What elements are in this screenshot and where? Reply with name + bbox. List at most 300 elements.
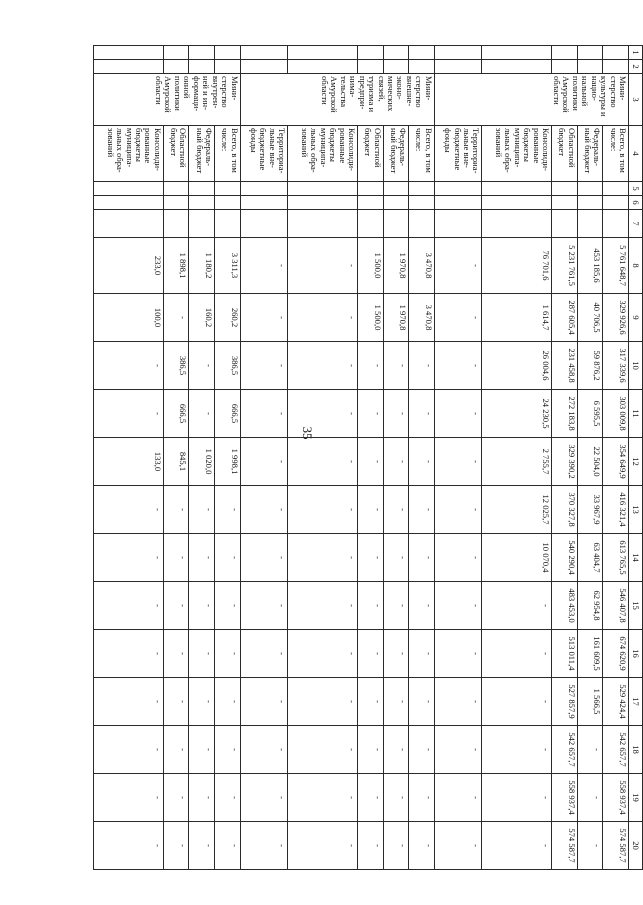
col2-cell	[577, 60, 603, 74]
value-cell: 76 701,6	[482, 238, 552, 294]
col1-cell	[358, 46, 384, 60]
value-cell: -	[358, 390, 384, 438]
value-cell: -	[189, 822, 215, 870]
value-cell: -	[240, 726, 288, 774]
value-cell: 161 609,5	[577, 630, 603, 678]
col5-cell	[358, 182, 384, 196]
col2-cell	[603, 60, 629, 74]
value-cell: -	[163, 774, 189, 822]
value-cell: -	[358, 534, 384, 582]
value-cell: -	[215, 486, 241, 534]
col7-cell	[358, 210, 384, 238]
table-body	[94, 46, 629, 870]
value-cell: -	[383, 534, 409, 582]
source-label-cell: Территориа- льные вне- бюджетные фонды	[240, 126, 288, 182]
value-cell: -	[288, 294, 358, 342]
col5-cell	[577, 182, 603, 196]
value-cell: 5 231 761,5	[552, 238, 578, 294]
col7-cell	[215, 210, 241, 238]
value-cell: 3 470,8	[409, 294, 435, 342]
value-cell: -	[215, 822, 241, 870]
value-cell: 1 500,0	[358, 238, 384, 294]
value-cell: 453 185,6	[577, 238, 603, 294]
col2-cell	[240, 60, 288, 74]
value-cell: -	[288, 582, 358, 630]
col5-cell	[288, 182, 358, 196]
value-cell: -	[163, 486, 189, 534]
value-cell: 329 390,2	[552, 438, 578, 486]
value-cell: -	[482, 630, 552, 678]
value-cell: -	[434, 342, 482, 390]
col6-cell	[288, 196, 358, 210]
value-cell: -	[409, 678, 435, 726]
column-number: 1	[629, 46, 643, 60]
value-cell: 540 290,4	[552, 534, 578, 582]
value-cell: 1 898,1	[163, 238, 189, 294]
value-cell: 22 504,0	[577, 438, 603, 486]
column-number: 5	[629, 182, 643, 196]
col6-cell	[482, 196, 552, 210]
column-number: 18	[629, 726, 643, 774]
source-label-cell: Всего, в том числе:	[409, 126, 435, 182]
value-cell: 59 876,2	[577, 342, 603, 390]
col6-cell	[409, 196, 435, 210]
value-cell: -	[482, 774, 552, 822]
value-cell: -	[383, 342, 409, 390]
value-cell: 666,5	[163, 390, 189, 438]
value-cell: -	[383, 486, 409, 534]
value-cell: -	[383, 582, 409, 630]
value-cell: 386,5	[163, 342, 189, 390]
value-cell: 303 009,8	[603, 390, 629, 438]
table-row	[215, 46, 241, 870]
value-cell: 33 967,9	[577, 486, 603, 534]
col2-cell	[482, 60, 552, 74]
table-row	[409, 46, 435, 870]
budget-table-rotated	[93, 45, 643, 865]
value-cell: 160,2	[189, 294, 215, 342]
value-cell: -	[358, 678, 384, 726]
value-cell: 24 230,5	[482, 390, 552, 438]
col2-cell	[434, 60, 482, 74]
value-cell: 416 321,4	[603, 486, 629, 534]
col6-cell	[552, 196, 578, 210]
value-cell: -	[240, 342, 288, 390]
value-cell: -	[409, 486, 435, 534]
value-cell: -	[409, 342, 435, 390]
col1-cell	[409, 46, 435, 60]
value-cell: -	[94, 342, 164, 390]
value-cell: -	[358, 822, 384, 870]
value-cell: 1 998,1	[215, 438, 241, 486]
value-cell: -	[215, 678, 241, 726]
value-cell: -	[358, 774, 384, 822]
value-cell: -	[358, 342, 384, 390]
value-cell: 542 657,7	[552, 726, 578, 774]
source-label-cell: Всего, в том числе:	[215, 126, 241, 182]
value-cell: -	[94, 726, 164, 774]
column-number: 3	[629, 74, 643, 126]
value-cell: -	[163, 822, 189, 870]
col5-cell	[94, 182, 164, 196]
source-label-cell: Консолиди- рованные бюджеты муниципа- льных обра- зований	[482, 126, 552, 182]
column-number: 14	[629, 534, 643, 582]
column-number: 8	[629, 238, 643, 294]
col1-cell	[552, 46, 578, 60]
value-cell: -	[240, 774, 288, 822]
value-cell: -	[434, 582, 482, 630]
value-cell: 1 614,7	[482, 294, 552, 342]
value-cell: -	[288, 342, 358, 390]
value-cell: -	[94, 582, 164, 630]
value-cell: -	[215, 726, 241, 774]
col2-cell	[552, 60, 578, 74]
col2-cell	[189, 60, 215, 74]
col6-cell	[163, 196, 189, 210]
executor-cell: Мини- стерство культуры и нацио- нальной политики Амурской области	[434, 74, 628, 126]
value-cell: 100,0	[94, 294, 164, 342]
value-cell: -	[189, 486, 215, 534]
col5-cell	[552, 182, 578, 196]
value-cell: 674 620,9	[603, 630, 629, 678]
value-cell: -	[482, 582, 552, 630]
value-cell: 527 857,9	[552, 678, 578, 726]
value-cell: 329 926,6	[603, 294, 629, 342]
value-cell: 542 657,7	[603, 726, 629, 774]
value-cell: 558 937,4	[603, 774, 629, 822]
value-cell: 233,0	[94, 238, 164, 294]
value-cell: -	[94, 822, 164, 870]
col6-cell	[240, 196, 288, 210]
column-number: 2	[629, 60, 643, 74]
value-cell: -	[383, 630, 409, 678]
table-row	[603, 46, 629, 870]
col2-cell	[215, 60, 241, 74]
value-cell: 1 566,5	[577, 678, 603, 726]
col1-cell	[603, 46, 629, 60]
value-cell: -	[383, 390, 409, 438]
source-label-cell: Федераль- ный бюджет	[189, 126, 215, 182]
col1-cell	[189, 46, 215, 60]
value-cell: -	[163, 726, 189, 774]
value-cell: 354 649,9	[603, 438, 629, 486]
col1-cell	[434, 46, 482, 60]
value-cell: 231 458,8	[552, 342, 578, 390]
value-cell: -	[215, 534, 241, 582]
source-label-cell: Областной бюджет	[163, 126, 189, 182]
table-row	[163, 46, 189, 870]
col5-cell	[603, 182, 629, 196]
value-cell: 386,5	[215, 342, 241, 390]
value-cell: -	[434, 390, 482, 438]
value-cell: -	[409, 582, 435, 630]
col6-cell	[189, 196, 215, 210]
source-label-cell: Территориа- льные вне- бюджетные фонды	[434, 126, 482, 182]
value-cell: -	[383, 678, 409, 726]
col2-cell	[94, 60, 164, 74]
col5-cell	[409, 182, 435, 196]
value-cell: -	[189, 534, 215, 582]
col6-cell	[383, 196, 409, 210]
column-number: 15	[629, 582, 643, 630]
budget-table	[93, 45, 643, 870]
col7-cell	[409, 210, 435, 238]
value-cell: 613 765,5	[603, 534, 629, 582]
col7-cell	[482, 210, 552, 238]
col7-cell	[163, 210, 189, 238]
col6-cell	[215, 196, 241, 210]
table-row	[552, 46, 578, 870]
value-cell: -	[409, 534, 435, 582]
value-cell: -	[189, 774, 215, 822]
value-cell: -	[240, 630, 288, 678]
value-cell: -	[94, 534, 164, 582]
value-cell: -	[240, 438, 288, 486]
value-cell: 3 470,8	[409, 238, 435, 294]
value-cell: -	[215, 774, 241, 822]
value-cell: -	[434, 486, 482, 534]
column-number: 4	[629, 126, 643, 182]
value-cell: -	[163, 294, 189, 342]
value-cell: 260,2	[215, 294, 241, 342]
value-cell: -	[409, 390, 435, 438]
col7-cell	[577, 210, 603, 238]
value-cell: -	[434, 238, 482, 294]
table-row	[577, 46, 603, 870]
value-cell: -	[163, 630, 189, 678]
column-number: 19	[629, 774, 643, 822]
value-cell: -	[240, 822, 288, 870]
budget-table-container	[93, 45, 643, 865]
value-cell: 1 020,0	[189, 438, 215, 486]
value-cell: 12 025,7	[482, 486, 552, 534]
value-cell: 63 404,7	[577, 534, 603, 582]
value-cell: -	[383, 726, 409, 774]
value-cell: -	[240, 238, 288, 294]
value-cell: -	[288, 630, 358, 678]
table-row	[189, 46, 215, 870]
value-cell: 574 587,7	[552, 822, 578, 870]
col5-cell	[163, 182, 189, 196]
col5-cell	[434, 182, 482, 196]
value-cell: -	[288, 726, 358, 774]
value-cell: -	[383, 774, 409, 822]
value-cell: -	[163, 582, 189, 630]
source-label-cell: Всего, в том числе:	[603, 126, 629, 182]
value-cell: -	[358, 726, 384, 774]
executor-cell: Мини- стерство внешне- эконо- мических связей, туризма и предпри- нима- тельства Амурской области	[240, 74, 434, 126]
value-cell: -	[577, 774, 603, 822]
value-cell: -	[577, 726, 603, 774]
col7-cell	[288, 210, 358, 238]
col5-cell	[240, 182, 288, 196]
value-cell: -	[240, 294, 288, 342]
value-cell: -	[189, 678, 215, 726]
col2-cell	[409, 60, 435, 74]
value-cell: -	[577, 822, 603, 870]
col7-cell	[383, 210, 409, 238]
table-row	[94, 46, 164, 870]
col1-cell	[163, 46, 189, 60]
col7-cell	[434, 210, 482, 238]
value-cell: -	[482, 678, 552, 726]
value-cell: 529 424,4	[603, 678, 629, 726]
value-cell: -	[288, 390, 358, 438]
table-row	[288, 46, 358, 870]
value-cell: -	[94, 678, 164, 726]
col5-cell	[215, 182, 241, 196]
value-cell: -	[94, 774, 164, 822]
col7-cell	[94, 210, 164, 238]
value-cell: -	[189, 630, 215, 678]
col1-cell	[383, 46, 409, 60]
col1-cell	[94, 46, 164, 60]
value-cell: -	[215, 630, 241, 678]
value-cell: -	[409, 726, 435, 774]
value-cell: 1 970,8	[383, 294, 409, 342]
value-cell: -	[358, 630, 384, 678]
value-cell: -	[189, 582, 215, 630]
column-number: 16	[629, 630, 643, 678]
col5-cell	[383, 182, 409, 196]
table-row	[434, 46, 482, 870]
source-label-cell: Консолиди- рованные бюджеты муниципа- льных обра- зований	[288, 126, 358, 182]
column-number: 7	[629, 210, 643, 238]
value-cell: -	[482, 726, 552, 774]
source-label-cell: Областной бюджет	[358, 126, 384, 182]
value-cell: -	[482, 822, 552, 870]
value-cell: -	[383, 822, 409, 870]
col1-cell	[577, 46, 603, 60]
col7-cell	[603, 210, 629, 238]
value-cell: -	[163, 534, 189, 582]
col2-cell	[358, 60, 384, 74]
value-cell: -	[288, 238, 358, 294]
value-cell: -	[189, 726, 215, 774]
value-cell: -	[409, 630, 435, 678]
col7-cell	[189, 210, 215, 238]
value-cell: -	[240, 486, 288, 534]
col2-cell	[288, 60, 358, 74]
value-cell: 10 070,4	[482, 534, 552, 582]
column-number: 9	[629, 294, 643, 342]
source-label-cell: Областной бюджет	[552, 126, 578, 182]
column-number: 12	[629, 438, 643, 486]
col5-cell	[189, 182, 215, 196]
value-cell: -	[240, 678, 288, 726]
source-label-cell: Федераль- ный бюджет	[577, 126, 603, 182]
table-row	[358, 46, 384, 870]
value-cell: -	[240, 582, 288, 630]
value-cell: -	[288, 534, 358, 582]
col1-cell	[240, 46, 288, 60]
value-cell: 513 011,4	[552, 630, 578, 678]
value-cell: 26 004,6	[482, 342, 552, 390]
value-cell: -	[358, 438, 384, 486]
value-cell: -	[288, 486, 358, 534]
source-label-cell: Консолиди- рованные бюджеты муниципа- льных обра- зований	[94, 126, 164, 182]
value-cell: -	[358, 582, 384, 630]
col6-cell	[94, 196, 164, 210]
value-cell: 5 761 648,7	[603, 238, 629, 294]
value-cell: 558 937,4	[552, 774, 578, 822]
value-cell: 317 339,6	[603, 342, 629, 390]
value-cell: -	[434, 774, 482, 822]
value-cell: -	[94, 486, 164, 534]
value-cell: -	[434, 294, 482, 342]
value-cell: 272 183,8	[552, 390, 578, 438]
column-number: 20	[629, 822, 643, 870]
value-cell: -	[288, 774, 358, 822]
value-cell: -	[288, 438, 358, 486]
value-cell: -	[94, 390, 164, 438]
col7-cell	[240, 210, 288, 238]
col6-cell	[358, 196, 384, 210]
value-cell: 62 954,8	[577, 582, 603, 630]
value-cell: -	[163, 678, 189, 726]
value-cell: -	[434, 822, 482, 870]
value-cell: -	[189, 390, 215, 438]
value-cell: 370 327,8	[552, 486, 578, 534]
value-cell: -	[240, 534, 288, 582]
value-cell: 1 970,8	[383, 238, 409, 294]
value-cell: -	[358, 486, 384, 534]
table-row	[383, 46, 409, 870]
value-cell: -	[434, 534, 482, 582]
value-cell: 133,0	[94, 438, 164, 486]
page-number: 35	[300, 426, 315, 440]
column-number: 6	[629, 196, 643, 210]
value-cell: 287 605,4	[552, 294, 578, 342]
value-cell: 666,5	[215, 390, 241, 438]
col6-cell	[577, 196, 603, 210]
col1-cell	[482, 46, 552, 60]
value-cell: -	[434, 630, 482, 678]
value-cell: -	[409, 438, 435, 486]
col5-cell	[482, 182, 552, 196]
col2-cell	[383, 60, 409, 74]
col2-cell	[163, 60, 189, 74]
value-cell: 40 706,5	[577, 294, 603, 342]
value-cell: -	[94, 630, 164, 678]
value-cell: 845,1	[163, 438, 189, 486]
value-cell: -	[240, 390, 288, 438]
col7-cell	[552, 210, 578, 238]
column-number-row	[629, 46, 643, 870]
column-number: 17	[629, 678, 643, 726]
value-cell: -	[434, 678, 482, 726]
value-cell: -	[434, 438, 482, 486]
col1-cell	[288, 46, 358, 60]
value-cell: 483 453,0	[552, 582, 578, 630]
value-cell: -	[288, 678, 358, 726]
column-number: 11	[629, 390, 643, 438]
value-cell: 6 595,5	[577, 390, 603, 438]
value-cell: 1 180,2	[189, 238, 215, 294]
column-number: 10	[629, 342, 643, 390]
col6-cell	[603, 196, 629, 210]
executor-cell: Мини- стерство внутрен- ней и ин- формаци- онной политики Амурской области	[94, 74, 241, 126]
value-cell: -	[189, 342, 215, 390]
value-cell: -	[215, 582, 241, 630]
value-cell: 3 311,3	[215, 238, 241, 294]
column-number: 13	[629, 486, 643, 534]
col6-cell	[434, 196, 482, 210]
value-cell: 2 755,7	[482, 438, 552, 486]
value-cell: -	[409, 822, 435, 870]
value-cell: 1 500,0	[358, 294, 384, 342]
value-cell: 574 587,7	[603, 822, 629, 870]
